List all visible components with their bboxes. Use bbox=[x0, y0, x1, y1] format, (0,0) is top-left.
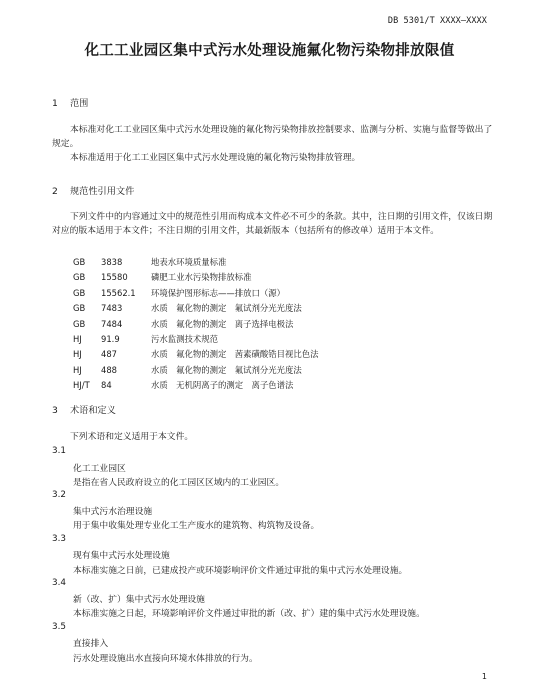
paragraph-text: 下列文件中的内容通过文中的规范性引用而构成本文件必不可少的条款。其中，注日期的引用文件，仅该日期对应的版本适用于本文件；不注日期的引用文件，其最新版本（包括所有的修改单）适用于本文件。 bbox=[52, 212, 493, 236]
reference-item bbox=[73, 255, 319, 270]
reference-org: GB bbox=[73, 257, 86, 267]
reference-number: 488 bbox=[101, 364, 117, 375]
term-definition: 用于集中收集处理专业化工生产废水的建筑物、构筑物及设备。 bbox=[73, 521, 320, 531]
term-number: 3.2 bbox=[52, 490, 66, 500]
paragraph-text: 本标准对化工工业园区集中式污水处理设施的氟化物污染物排放控制要求、监测与分析、实施与监督等做出了规定。 bbox=[52, 125, 493, 149]
reference-title: 环境保护图形标志——排放口（源） bbox=[151, 287, 285, 298]
reference-item bbox=[73, 347, 319, 362]
section-2-heading bbox=[52, 183, 134, 197]
term-name: 现有集中式污水处理设施 bbox=[73, 551, 170, 561]
section-number: 3 bbox=[52, 405, 58, 416]
reference-item bbox=[73, 317, 319, 332]
section-1-paragraph-1 bbox=[52, 123, 496, 151]
document-code: DB 5301/T XXXX—XXXX bbox=[387, 16, 487, 26]
term-name: 化工工业园区 bbox=[73, 464, 126, 474]
reference-title: 地表水环境质量标准 bbox=[151, 257, 227, 267]
reference-org: GB bbox=[73, 303, 86, 314]
reference-number: 487 bbox=[101, 349, 117, 360]
term-number: 3.4 bbox=[52, 578, 66, 588]
term-name: 直接排入 bbox=[73, 639, 109, 649]
reference-title: 水质 氟化物的测定 茜素磺酸锆目视比色法 bbox=[151, 349, 319, 360]
reference-title: 污水监测技术规范 bbox=[151, 334, 218, 345]
reference-item bbox=[73, 363, 319, 378]
reference-item bbox=[73, 286, 319, 301]
term-name: 集中式污水治理设施 bbox=[73, 507, 153, 517]
reference-item bbox=[73, 378, 319, 393]
reference-org: HJ bbox=[73, 334, 82, 345]
normative-references-list bbox=[73, 255, 319, 394]
reference-title: 水质 氟化物的测定 离子选择电极法 bbox=[151, 318, 294, 329]
reference-number: 15580 bbox=[101, 272, 128, 283]
reference-item bbox=[73, 301, 319, 316]
term-name: 新（改、扩）集中式污水处理设施 bbox=[73, 595, 205, 605]
reference-org: GB bbox=[73, 272, 86, 283]
reference-org: HJ bbox=[73, 349, 82, 360]
reference-number: 7484 bbox=[101, 318, 123, 329]
term-definition: 本标准实施之日起，环境影响评价文件通过审批的新（改、扩）建的集中式污水处理设施。 bbox=[73, 609, 425, 619]
section-3-intro bbox=[52, 430, 496, 444]
reference-item bbox=[73, 270, 319, 285]
paragraph-text: 下列术语和定义适用于本文件。 bbox=[70, 432, 194, 442]
section-1-paragraph-2 bbox=[52, 151, 496, 165]
section-title: 范围 bbox=[70, 98, 89, 109]
reference-number: 7483 bbox=[101, 303, 123, 314]
term-definition: 是指在省人民政府设立的化工园区区域内的工业园区。 bbox=[73, 478, 285, 488]
reference-number: 84 bbox=[101, 380, 112, 391]
reference-org: GB bbox=[73, 318, 86, 329]
reference-title: 水质 无机阴离子的测定 离子色谱法 bbox=[151, 380, 294, 391]
reference-org: GB bbox=[73, 287, 86, 298]
reference-org: HJ bbox=[73, 364, 82, 375]
term-number: 3.1 bbox=[52, 446, 66, 456]
document-title: 化工工业园区集中式污水处理设施氟化物污染物排放限值 bbox=[84, 43, 455, 59]
section-number: 2 bbox=[52, 186, 58, 197]
reference-org: HJ/T bbox=[73, 380, 90, 391]
reference-item bbox=[73, 332, 319, 347]
section-title: 规范性引用文件 bbox=[70, 186, 135, 197]
page-number: 1 bbox=[481, 672, 487, 681]
term-number: 3.5 bbox=[52, 622, 66, 632]
reference-number: 15562.1 bbox=[101, 287, 136, 298]
reference-number: 91.9 bbox=[101, 334, 120, 345]
section-3-heading bbox=[52, 402, 116, 416]
reference-title: 磷肥工业水污染物排放标准 bbox=[151, 272, 252, 283]
term-number: 3.3 bbox=[52, 534, 66, 544]
section-title: 术语和定义 bbox=[70, 405, 116, 416]
term-definition: 污水处理设施出水直接向环境水体排放的行为。 bbox=[73, 654, 258, 664]
paragraph-text: 本标准适用于化工工业园区集中式污水处理设施的氟化物污染物排放管理。 bbox=[70, 153, 361, 163]
reference-title: 水质 氟化物的测定 氟试剂分光光度法 bbox=[151, 303, 302, 314]
reference-title: 水质 氟化物的测定 氟试剂分光光度法 bbox=[151, 364, 302, 375]
section-2-paragraph-1 bbox=[52, 210, 496, 238]
section-number: 1 bbox=[52, 98, 58, 109]
section-1-heading bbox=[52, 95, 88, 109]
term-definition: 本标准实施之日前，已建成投产或环境影响评价文件通过审批的集中式污水处理设施。 bbox=[73, 566, 408, 576]
reference-number: 3838 bbox=[101, 257, 123, 267]
